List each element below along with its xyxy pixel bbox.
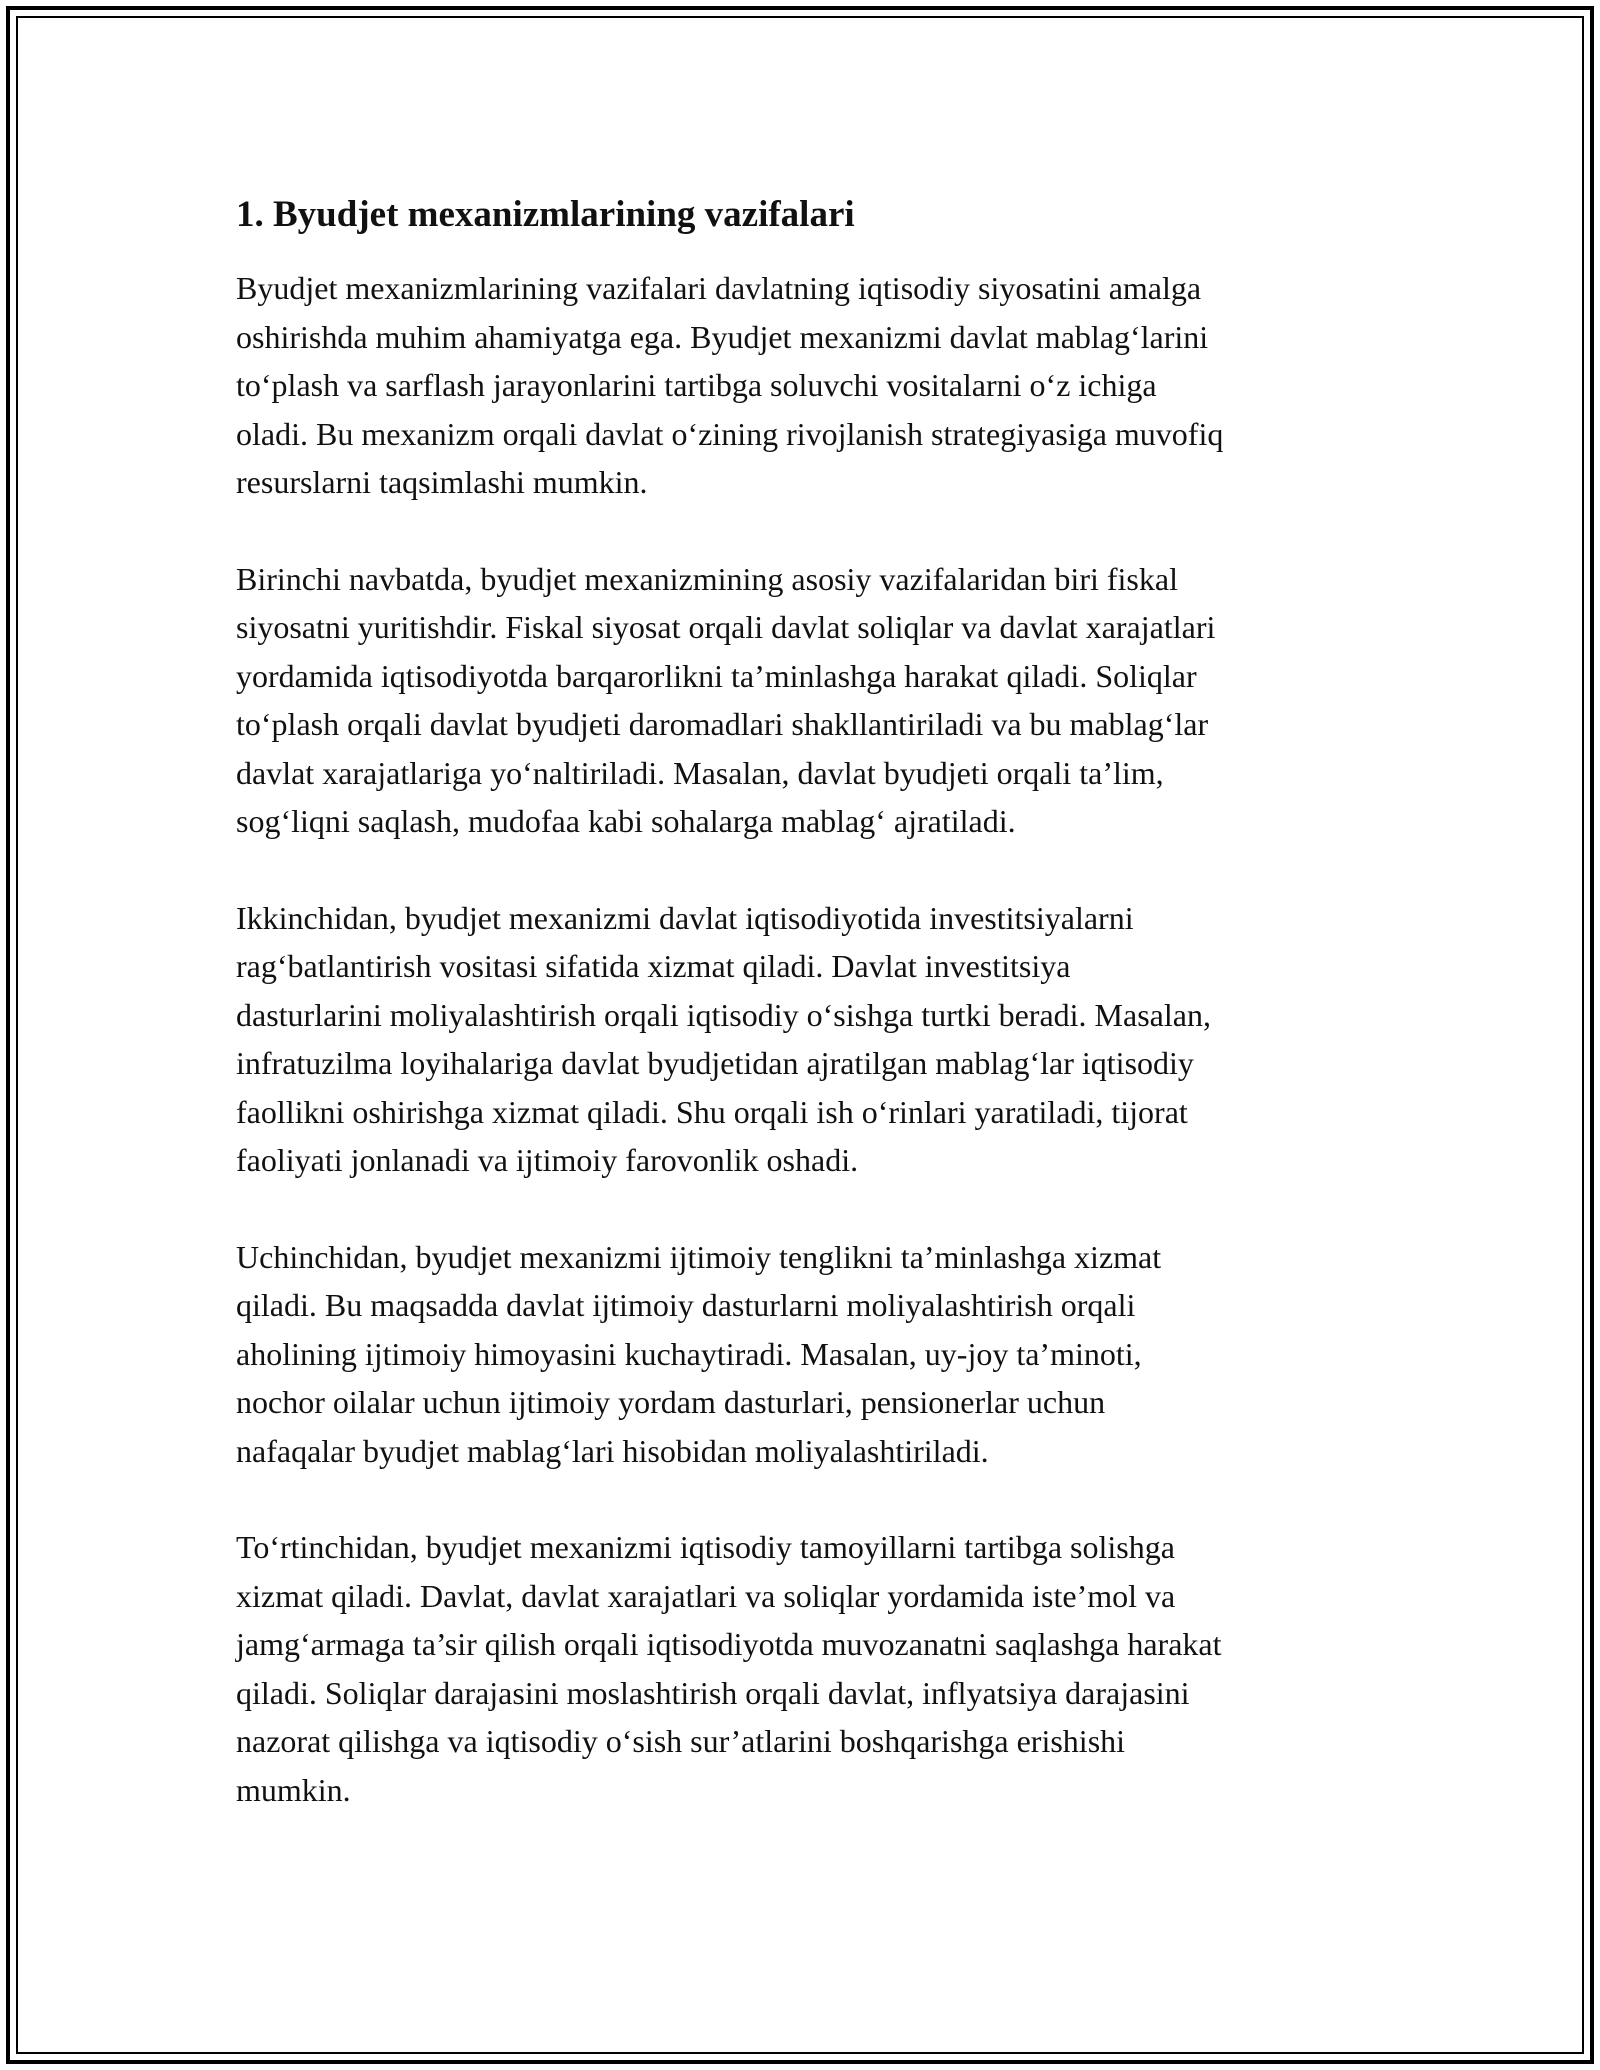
paragraph-fourth [236, 1523, 1386, 1814]
text-line: to‘plash orqali davlat byudjeti daromadlari shakllantiriladi va bu mablag‘lar [236, 706, 1209, 742]
text-line: davlat xarajatlariga yo‘naltiriladi. Masalan, davlat byudjeti orqali ta’lim, [236, 754, 1164, 791]
section-heading: 1. Byudjet mexanizmlarining vazifalari [236, 194, 855, 235]
document-body [236, 188, 1386, 1862]
text-line: xizmat qiladi. Davlat, davlat xarajatlari va soliqlar yordamida iste’mol va [236, 1577, 1176, 1614]
paragraph-third [236, 1233, 1386, 1476]
paragraph-first [236, 555, 1386, 846]
text-line: sog‘liqni saqlash, mudofaa kabi sohalarga mablag‘ ajratiladi. [236, 803, 1016, 839]
text-line: infratuzilma loyihalariga davlat byudjetidan ajratilgan mablag‘lar iqtisodiy [236, 1045, 1194, 1081]
text-line: qiladi. Bu maqsadda davlat ijtimoiy dasturlarni moliyalashtirish orqali [236, 1287, 1136, 1323]
text-line: faollikni oshirishga xizmat qiladi. Shu orqali ish o‘rinlari yaratiladi, tijorat [236, 1093, 1188, 1130]
text-line: nazorat qilishga va iqtisodiy o‘sish sur’atlarini boshqarishga erishishi [236, 1723, 1126, 1759]
text-line: nafaqalar byudjet mablag‘lari hisobidan moliyalashtiriladi. [236, 1432, 989, 1469]
text-line: faoliyati jonlanadi va ijtimoiy farovonlik oshadi. [236, 1142, 859, 1178]
text-line: Uchinchidan, byudjet mexanizmi ijtimoiy tenglikni ta’minlashga xizmat [236, 1238, 1162, 1275]
text-line: Birinchi navbatda, byudjet mexanizmining asosiy vazifalaridan biri fiskal [236, 560, 1178, 597]
text-line: rag‘batlantirish vositasi sifatida xizmat qiladi. Davlat investitsiya [236, 948, 1071, 984]
text-line: mumkin. [236, 1771, 351, 1808]
paragraph-second [236, 894, 1386, 1185]
text-line: to‘plash va sarflash jarayonlarini tartibga soluvchi vositalarni o‘z ichiga [236, 367, 1157, 403]
text-line: resurslarni taqsimlashi mumkin. [236, 464, 648, 500]
text-line: Byudjet mexanizmlarining vazifalari davlatning iqtisodiy siyosatini amalga [236, 270, 1202, 306]
text-line: siyosatni yuritishdir. Fiskal siyosat orqali davlat soliqlar va davlat xarajatlari [236, 609, 1216, 645]
text-line: dasturlarini moliyalashtirish orqali iqtisodiy o‘sishga turtki beradi. Masalan, [236, 996, 1211, 1033]
text-line: oladi. Bu mexanizm orqali davlat o‘zining rivojlanish strategiyasiga muvofiq [236, 415, 1224, 452]
paragraph-intro [236, 264, 1386, 507]
text-line: qiladi. Soliqlar darajasini moslashtirish orqali davlat, inflyatsiya darajasini [236, 1674, 1190, 1711]
text-line: jamg‘armaga ta’sir qilish orqali iqtisodiyotda muvozanatni saqlashga harakat [236, 1626, 1222, 1662]
text-line: To‘rtinchidan, byudjet mexanizmi iqtisodiy tamoyillarni tartibga solishga [236, 1529, 1175, 1565]
text-line: nochor oilalar uchun ijtimoiy yordam dasturlari, pensionerlar uchun [236, 1384, 1106, 1420]
text-line: yordamida iqtisodiyotda barqarorlikni ta’minlashga harakat qiladi. Soliqlar [236, 657, 1197, 694]
text-line: aholining ijtimoiy himoyasini kuchaytiradi. Masalan, uy-joy ta’minoti, [236, 1335, 1142, 1372]
text-line: oshirishda muhim ahamiyatga ega. Byudjet mexanizmi davlat mablag‘larini [236, 318, 1209, 355]
text-line: Ikkinchidan, byudjet mexanizmi davlat iqtisodiyotida investitsiyalarni [236, 899, 1134, 936]
